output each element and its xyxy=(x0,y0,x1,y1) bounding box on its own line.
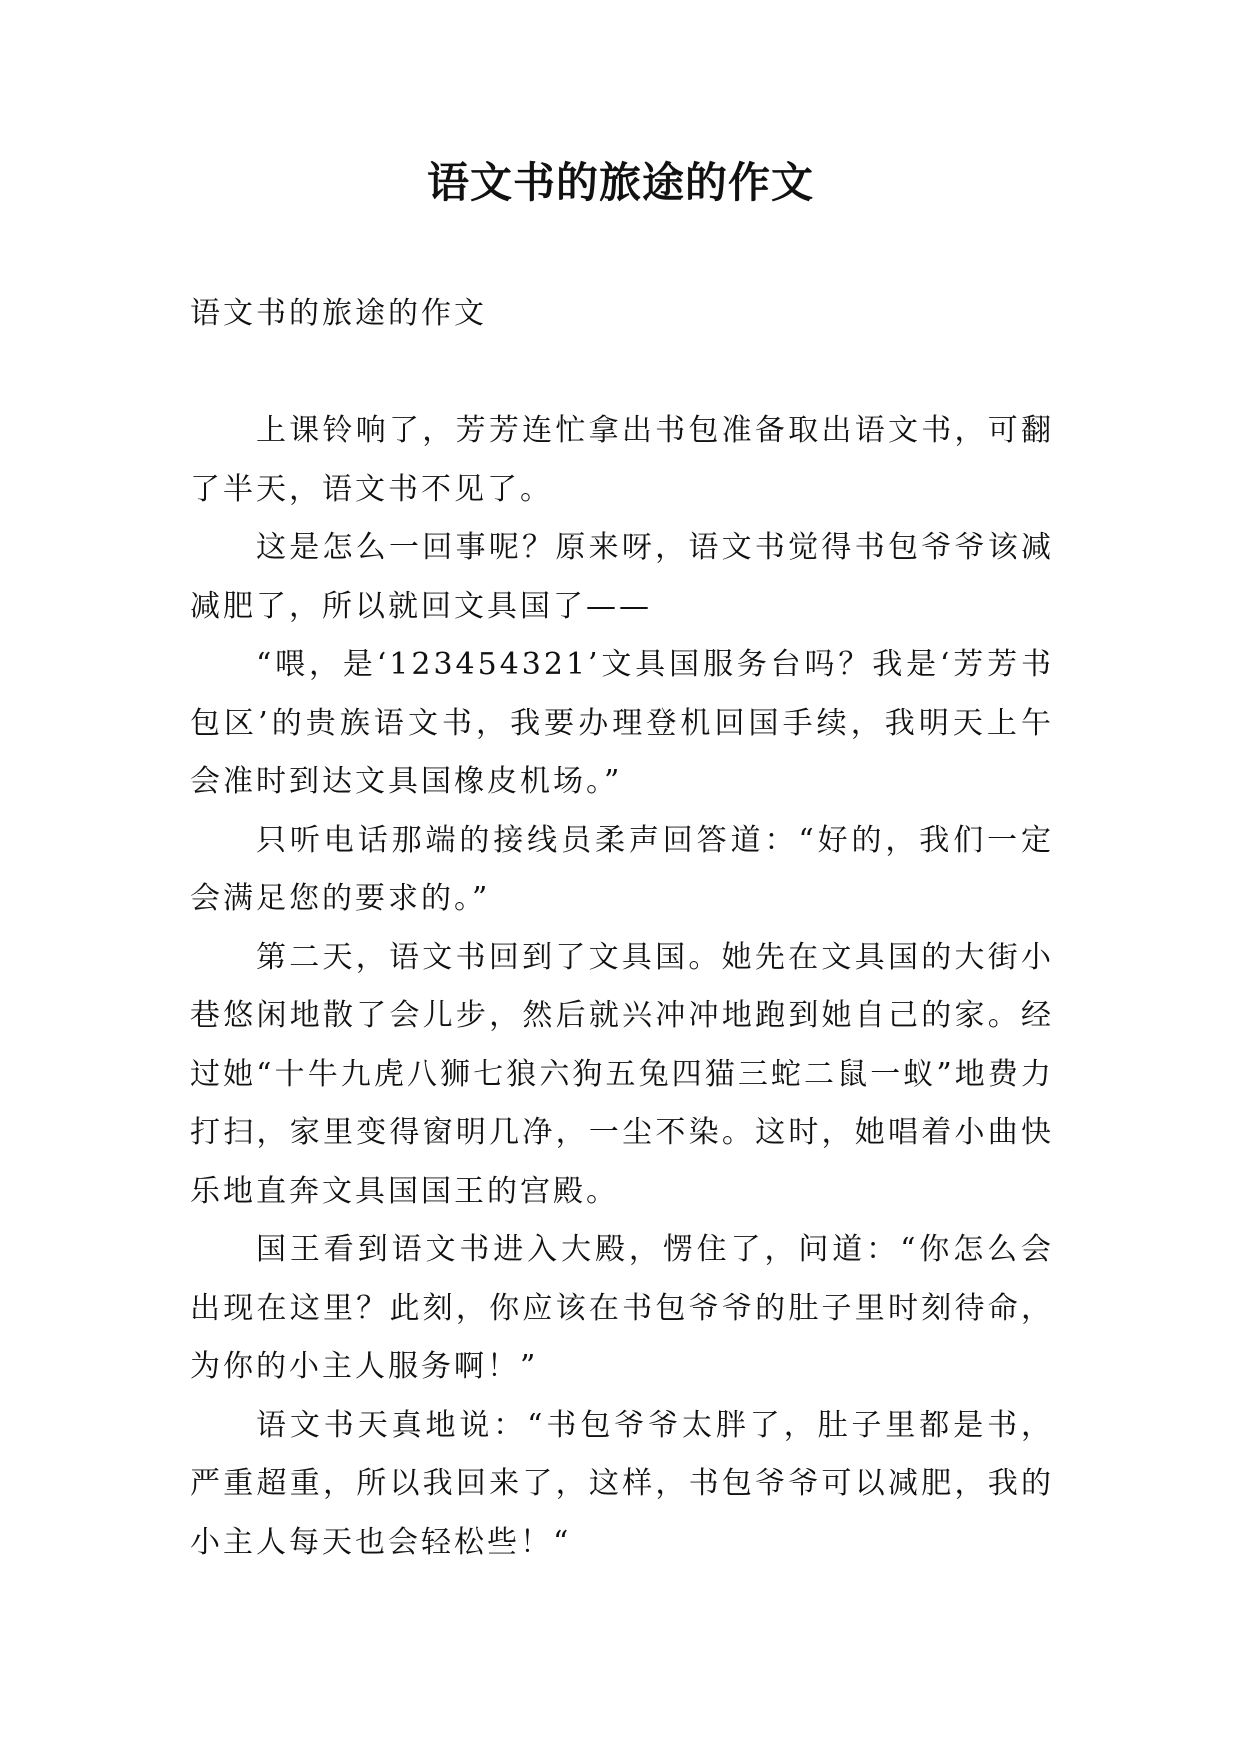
paragraph-3: “喂，是‘123454321’文具国服务台吗？我是‘芳芳书包区’的贵族语文书，我要办理登机回国手续，我明天上午会准时到达文具国橡皮机场。” xyxy=(190,647,1054,799)
page-title: 语文书的旅途的作文 xyxy=(426,158,814,207)
paragraph-1: 上课铃响了，芳芳连忙拿出书包准备取出语文书，可翻了半天，语文书不见了。 xyxy=(190,413,1054,507)
paragraph-4: 只听电话那端的接线员柔声回答道：“好的，我们一定会满足您的要求的。” xyxy=(190,822,1054,916)
essay-body xyxy=(190,402,1054,1572)
paragraph-7: 语文书天真地说：“书包爷爷太胖了，肚子里都是书，严重超重，所以我回来了，这样，书包爷爷可以减肥，我的小主人每天也会轻松些！“ xyxy=(190,1407,1054,1560)
paragraph-2: 这是怎么一回事呢？原来呀，语文书觉得书包爷爷该减减肥了，所以就回文具国了—— xyxy=(190,530,1054,624)
paragraph-6: 国王看到语文书进入大殿，愣住了，问道：“你怎么会出现在这里？此刻，你应该在书包爷爷的肚子里时刻待命，为你的小主人服务啊！” xyxy=(190,1232,1054,1384)
document-subtitle: 语文书的旅途的作文 xyxy=(190,296,487,331)
paragraph-5: 第二天，语文书回到了文具国。她先在文具国的大街小巷悠闲地散了会儿步，然后就兴冲冲地跑到她自己的家。经过她“十牛九虎八狮七狼六狗五兔四猫三蛇二鼠一蚁”地费力打扫，家里变得窗明几净，一尘不染。这时，她唱着小曲快乐地直奔文具国国王的宫殿。 xyxy=(190,939,1054,1209)
